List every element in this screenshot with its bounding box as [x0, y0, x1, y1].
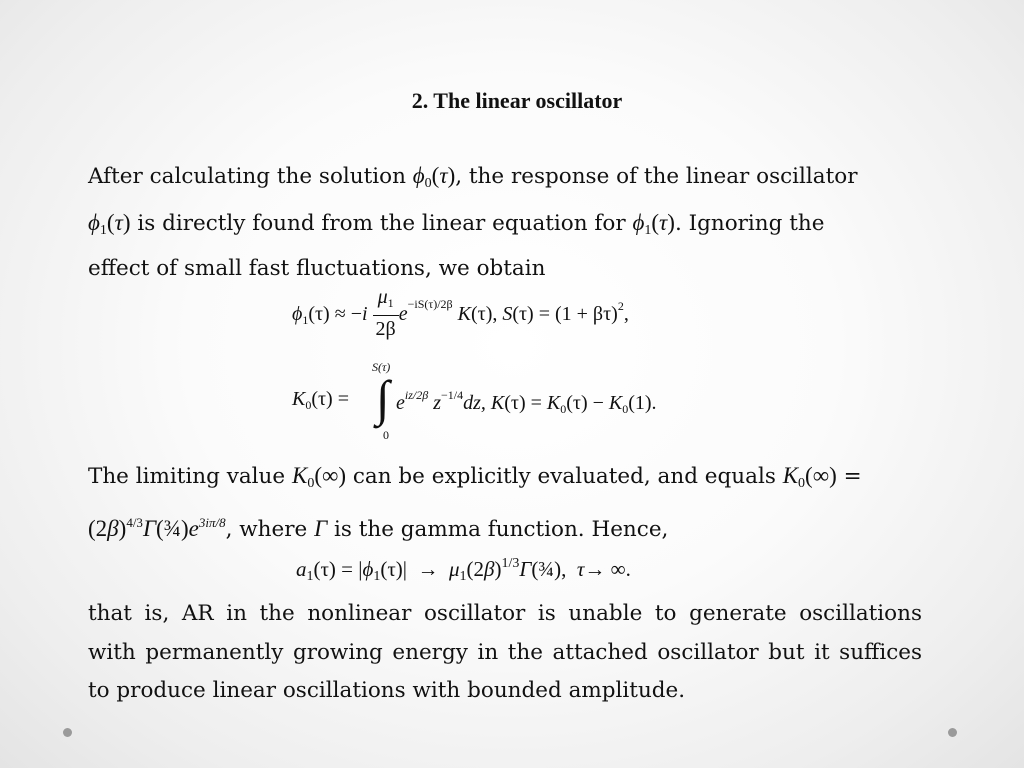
gamma-symbol: Γ [314, 515, 328, 541]
eq3-rest-c: (¾), [531, 557, 577, 581]
eq3-mu: μ [449, 557, 460, 581]
two-paren: (2 [88, 515, 108, 541]
close-paren: ) [118, 515, 127, 541]
phi-symbol: ϕ [88, 209, 100, 235]
eq-exponent: −iS(τ)/2β [407, 297, 453, 312]
corner-dot-right [948, 728, 957, 737]
eq3-phi-arg: (τ)| → [380, 557, 449, 581]
eq-k: K [457, 303, 471, 326]
power-4-3: 4/3 [126, 514, 143, 530]
eq2-k0-sub: 0 [305, 398, 312, 412]
limit-text-1: The limiting value [88, 464, 292, 489]
eq3-mu-sub: 1 [459, 569, 467, 584]
eq-s-pow: 2 [617, 299, 624, 314]
k-subscript: 0 [307, 476, 315, 491]
eq2-e: e [396, 392, 405, 414]
eq-mu-sub: 1 [387, 296, 394, 310]
eq3-arg: (τ) = | [313, 557, 363, 581]
eq2-exponent: iz/2β [404, 388, 429, 402]
three-quarters: (¾) [156, 515, 189, 541]
limit-text-3: , where [225, 516, 315, 542]
equation-phi1 [292, 287, 629, 344]
eq2-k0b: K [546, 392, 561, 414]
intro-text-4: . Ignoring the [674, 210, 825, 236]
eq2-integral-sign: ∫ [376, 370, 390, 426]
intro-text-2: , the response of the linear oscillator [455, 164, 858, 189]
tau-symbol: τ [439, 163, 448, 188]
conclusion-line-3: to produce linear oscillations with bounded amplitude. [88, 678, 686, 703]
eq2-dz: dz, [463, 392, 486, 414]
paren: ( [431, 163, 440, 188]
beta-symbol: β [107, 515, 119, 541]
eq2-lower-limit: 0 [383, 428, 389, 442]
equals: = [836, 464, 862, 489]
eq-phi: ϕ [292, 303, 303, 326]
eq2-upper-limit: S(τ) [372, 360, 391, 374]
gamma-symbol: Γ [142, 515, 157, 541]
paren: ( [106, 209, 115, 235]
paragraph-limiting-value [88, 457, 922, 549]
eq-comma: , [623, 303, 629, 326]
eq2-k-rhs: (τ) = [504, 392, 542, 414]
phi-symbol: ϕ [632, 209, 645, 235]
limit-text-2: can be explicitly evaluated, and equals [346, 464, 783, 489]
eq-s-def: (τ) = (1 + βτ) [512, 303, 618, 326]
eq3-tail: → ∞. [584, 557, 631, 581]
eq2-k0c-sub: 0 [622, 402, 629, 416]
eq2-k0b-sub: 0 [560, 402, 567, 416]
k-subscript: 0 [798, 476, 806, 491]
eq-phi-sub: 1 [302, 313, 309, 328]
eq2-k0: K [292, 388, 306, 410]
conclusion-line-2: with permanently growing energy in the attached oscillator but it suffices [88, 639, 922, 665]
eq-i: i [361, 303, 368, 326]
tau-symbol: τ [659, 209, 668, 235]
eq3-a: a [296, 557, 307, 581]
paragraph-conclusion [88, 595, 922, 711]
phi-subscript: 1 [644, 222, 652, 238]
limit-text-4: is the gamma function. Hence, [327, 516, 669, 542]
eq3-beta: β [484, 557, 495, 581]
eq2-z-exp: −1/4 [441, 388, 464, 402]
paren: ) [447, 163, 456, 188]
paren: ) [667, 209, 675, 235]
eq-approx: ≈ − [334, 303, 362, 326]
infinity-arg: (∞) [314, 463, 347, 488]
e-power: 3iπ/8 [198, 514, 226, 530]
slide-title: 2. The linear oscillator [411, 88, 623, 113]
eq3-phi-sub: 1 [373, 569, 381, 584]
eq3-pow: 1/3 [501, 556, 520, 571]
phi-subscript: 1 [99, 222, 107, 238]
eq-s: S [502, 303, 513, 326]
eq2-k0c-arg: (1). [628, 392, 657, 414]
k-symbol: K [782, 463, 799, 488]
eq-k-arg: (τ), [471, 303, 498, 326]
eq3-rest-b: ) [494, 557, 502, 581]
k-symbol: K [291, 463, 308, 488]
intro-text-5: effect of small fast fluctuations, we obtain [88, 256, 546, 281]
eq2-k0b-arg: (τ) − [566, 392, 604, 414]
conclusion-line-1: that is, AR in the nonlinear oscillator is unable to generate oscillations [88, 601, 922, 626]
eq3-gamma: Γ [519, 557, 532, 581]
infinity-arg: (∞) [805, 463, 837, 488]
eq3-phi: ϕ [362, 557, 374, 581]
eq-mu: μ [377, 286, 388, 308]
eq2-k0-arg: (τ) = [311, 388, 349, 410]
equation-amplitude [296, 556, 631, 585]
corner-dot-left [63, 728, 72, 737]
tau-symbol: τ [114, 209, 123, 235]
eq3-a-sub: 1 [306, 569, 314, 584]
phi-subscript: 0 [424, 176, 432, 191]
eq-e: e [398, 303, 408, 326]
eq-denominator: 2β [375, 318, 396, 340]
paren: ( [651, 209, 660, 235]
eq-phi-arg: (τ) [308, 303, 330, 326]
e-symbol: e [188, 515, 199, 541]
eq2-k0c: K [608, 392, 623, 414]
eq3-tau: τ [576, 557, 585, 581]
intro-text-1: After calculating the solution [88, 164, 413, 189]
eq-fraction [373, 285, 399, 342]
eq2-z: z [433, 392, 442, 414]
paragraph-intro [88, 157, 922, 289]
eq2-k: K [490, 392, 505, 414]
eq3-rest-a: (2 [466, 557, 485, 581]
intro-text-3: is directly found from the linear equation for [130, 210, 633, 236]
phi-symbol: ϕ [412, 163, 425, 188]
paren: ) [122, 209, 131, 235]
